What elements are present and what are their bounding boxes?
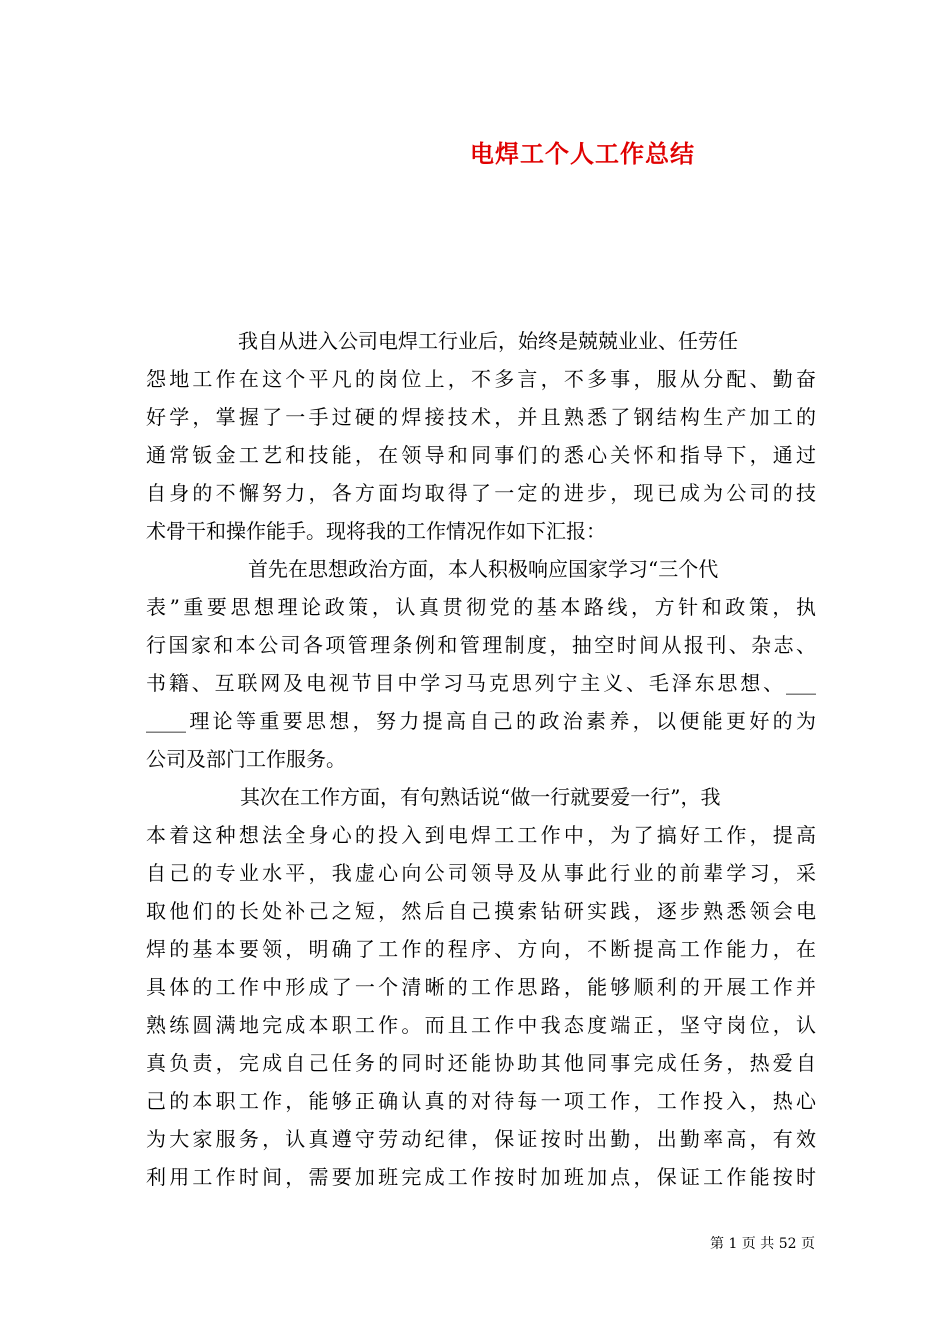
paragraph-line: 本着这种想法全身心的投入到电焊工工作中，为了搞好工作，提高 bbox=[146, 823, 816, 847]
paragraph-line: 熟练圆满地完成本职工作。而且工作中我态度端正，坚守岗位，认 bbox=[146, 1013, 816, 1037]
paragraph-line: 取他们的长处补己之短，然后自己摸索钻研实践，逐步熟悉领会电 bbox=[146, 899, 816, 923]
paragraph-line: 己的本职工作，能够正确认真的对待每一项工作，工作投入，热心 bbox=[146, 1089, 816, 1113]
document-body bbox=[146, 322, 816, 1196]
paragraph-line: 真负责，完成自己任务的同时还能协助其他同事完成任务，热爱自 bbox=[146, 1051, 816, 1075]
paragraph-line: 自身的不懈努力，各方面均取得了一定的进步，现已成为公司的技 bbox=[146, 481, 816, 505]
paragraph-line: 书籍、互联网及电视节目中学习马克思列宁主义、毛泽东思想、___ bbox=[146, 671, 816, 695]
page-number: 第 1 页 共 52 页 bbox=[710, 1236, 815, 1252]
paragraph-line: 怨地工作在这个平凡的岗位上，不多言，不多事，服从分配、勤奋 bbox=[146, 367, 816, 391]
paragraph-line: 我自从进入公司电焊工行业后，始终是兢兢业业、任劳任 bbox=[238, 329, 738, 353]
paragraph-line: 利用工作时间，需要加班完成工作按时加班加点，保证工作能按时 bbox=[146, 1165, 816, 1189]
paragraph-line: 其次在工作方面，有句熟话说“做一行就要爱一行”，我 bbox=[240, 785, 721, 809]
paragraph-line: 好学，掌握了一手过硬的焊接技术，并且熟悉了钢结构生产加工的 bbox=[146, 405, 816, 429]
paragraph-line: 自己的专业水平，我虚心向公司领导及从事此行业的前辈学习，采 bbox=[146, 861, 816, 885]
paragraph-line: 具体的工作中形成了一个清晰的工作思路，能够顺利的开展工作并 bbox=[146, 975, 816, 999]
paragraph-1 bbox=[146, 322, 816, 550]
paragraph-line: 行国家和本公司各项管理条例和管理制度，抽空时间从报刊、杂志、 bbox=[146, 633, 816, 657]
paragraph-line: ____理论等重要思想，努力提高自己的政治素养，以便能更好的为 bbox=[146, 709, 816, 733]
page-title: 电焊工个人工作总结 bbox=[470, 139, 695, 168]
paragraph-line: 术骨干和操作能手。现将我的工作情况作如下汇报： bbox=[146, 519, 606, 543]
paragraph-line: 为大家服务，认真遵守劳动纪律，保证按时出勤，出勤率高，有效 bbox=[146, 1127, 816, 1151]
paragraph-line: 公司及部门工作服务。 bbox=[146, 747, 346, 771]
paragraph-2 bbox=[146, 550, 816, 778]
paragraph-line: 表”重要思想理论政策，认真贯彻党的基本路线，方针和政策，执 bbox=[146, 595, 816, 619]
paragraph-3 bbox=[146, 778, 816, 1196]
paragraph-line: 通常钣金工艺和技能，在领导和同事们的悉心关怀和指导下，通过 bbox=[146, 443, 816, 467]
paragraph-line: 首先在思想政治方面，本人积极响应国家学习“三个代 bbox=[248, 557, 719, 581]
paragraph-line: 焊的基本要领，明确了工作的程序、方向，不断提高工作能力，在 bbox=[146, 937, 816, 961]
